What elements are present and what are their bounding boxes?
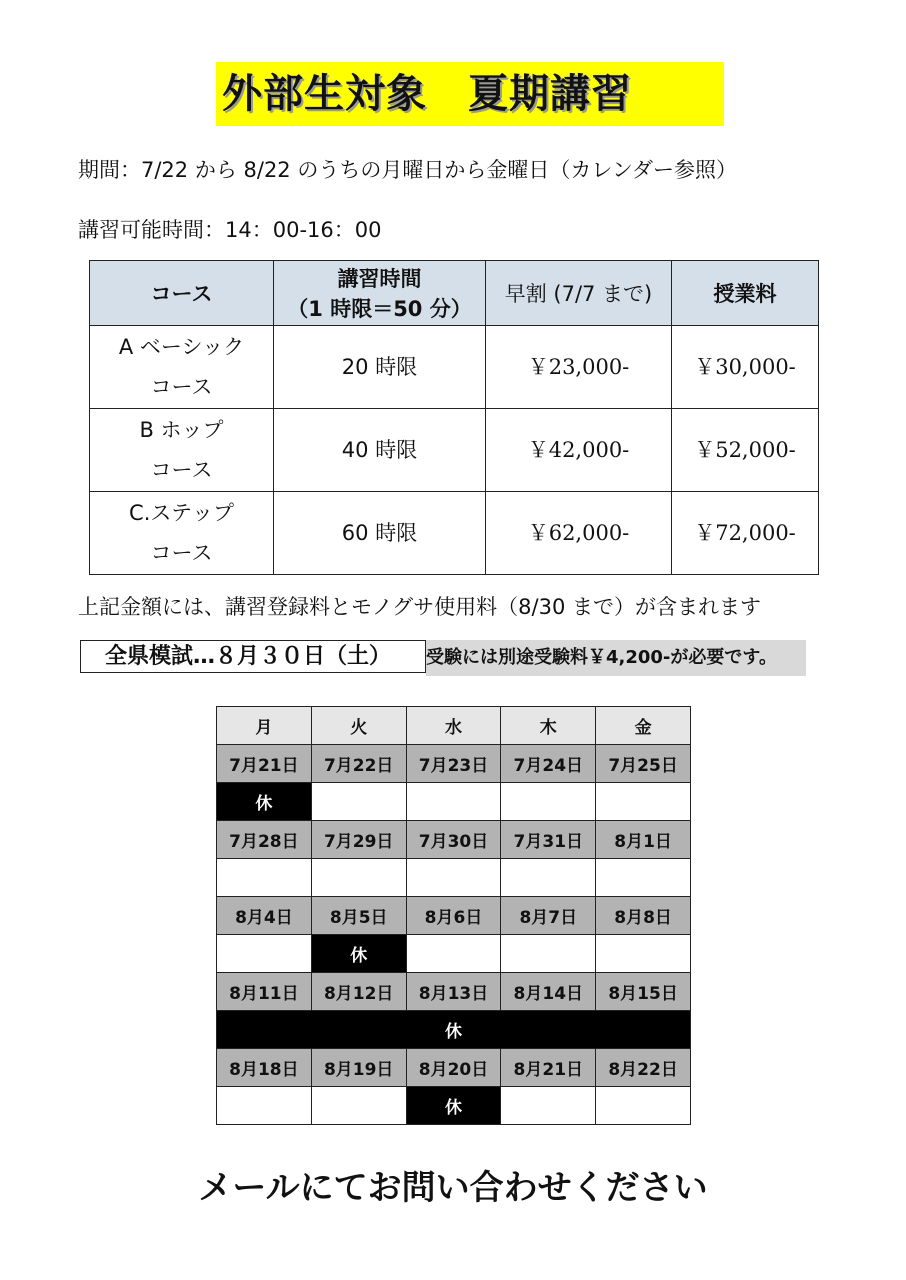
calendar-date-row xyxy=(217,897,691,935)
calendar-date-row xyxy=(217,745,691,783)
course-table xyxy=(89,260,819,575)
calendar-date: 8月4日 xyxy=(217,897,312,935)
course-periods: 60 時限 xyxy=(274,492,486,575)
calendar-date: 8月13日 xyxy=(406,973,501,1011)
calendar-date: 7月29日 xyxy=(311,821,406,859)
calendar-date-row xyxy=(217,973,691,1011)
calendar-date-row xyxy=(217,821,691,859)
calendar-date: 7月22日 xyxy=(311,745,406,783)
calendar-open-day xyxy=(311,1087,406,1125)
calendar-weekday-row xyxy=(217,707,691,745)
mock-exam-fee: 受験には別途受験料￥4,200-が必要です。 xyxy=(426,640,806,676)
course-name xyxy=(90,326,274,409)
calendar-status-row xyxy=(217,859,691,897)
calendar-date: 8月11日 xyxy=(217,973,312,1011)
calendar-body xyxy=(217,745,691,1125)
calendar-open-day xyxy=(596,935,691,973)
calendar-date: 8月1日 xyxy=(596,821,691,859)
calendar-open-day xyxy=(406,859,501,897)
calendar-open-day xyxy=(311,859,406,897)
calendar-date: 7月24日 xyxy=(501,745,596,783)
header-course: コース xyxy=(90,261,274,326)
calendar-date-row xyxy=(217,1049,691,1087)
calendar-open-day xyxy=(501,935,596,973)
course-name-line2: コース xyxy=(150,458,213,482)
header-time-main: 講習時間 xyxy=(337,267,422,291)
calendar-open-day xyxy=(217,859,312,897)
calendar-open-day xyxy=(217,1087,312,1125)
calendar-status-row xyxy=(217,783,691,821)
page-title: 外部生対象 夏期講習 xyxy=(216,62,724,126)
calendar xyxy=(216,706,691,1125)
table-row xyxy=(90,409,819,492)
course-table-header xyxy=(90,261,819,326)
header-early: 早割 (7/7 まで) xyxy=(486,261,672,326)
course-fee: ￥52,000- xyxy=(672,409,819,492)
header-fee: 授業料 xyxy=(672,261,819,326)
calendar-date: 8月8日 xyxy=(596,897,691,935)
calendar-status-row xyxy=(217,935,691,973)
calendar-date: 8月22日 xyxy=(596,1049,691,1087)
calendar-date: 7月30日 xyxy=(406,821,501,859)
calendar-date: 7月28日 xyxy=(217,821,312,859)
calendar-open-day xyxy=(501,783,596,821)
calendar-open-day xyxy=(501,859,596,897)
calendar-date: 7月31日 xyxy=(501,821,596,859)
course-name-line1: B ホップ xyxy=(139,418,224,442)
weekday-tue: 火 xyxy=(311,707,406,745)
calendar-closed-day: 休 xyxy=(311,935,406,973)
course-name xyxy=(90,409,274,492)
calendar-closed-day: 休 xyxy=(217,783,312,821)
calendar-date: 8月12日 xyxy=(311,973,406,1011)
calendar-open-day xyxy=(596,859,691,897)
calendar-closed-week: 休 xyxy=(217,1011,691,1049)
calendar-date: 7月23日 xyxy=(406,745,501,783)
weekday-thu: 木 xyxy=(501,707,596,745)
calendar-date: 8月14日 xyxy=(501,973,596,1011)
calendar-date: 8月21日 xyxy=(501,1049,596,1087)
course-name-line1: C.ステップ xyxy=(129,501,234,525)
calendar-date: 8月7日 xyxy=(501,897,596,935)
calendar-date: 8月15日 xyxy=(596,973,691,1011)
course-name-line2: コース xyxy=(150,541,213,565)
calendar-date: 8月18日 xyxy=(217,1049,312,1087)
course-name-line1: A ベーシック xyxy=(118,335,245,359)
course-early-price: ￥23,000- xyxy=(486,326,672,409)
course-early-price: ￥42,000- xyxy=(486,409,672,492)
calendar-open-day xyxy=(406,783,501,821)
calendar-open-day xyxy=(406,935,501,973)
course-periods: 20 時限 xyxy=(274,326,486,409)
weekday-mon: 月 xyxy=(217,707,312,745)
calendar-open-day xyxy=(501,1087,596,1125)
table-row xyxy=(90,492,819,575)
calendar-date: 8月6日 xyxy=(406,897,501,935)
calendar-status-row xyxy=(217,1087,691,1125)
course-fee: ￥30,000- xyxy=(672,326,819,409)
calendar-date: 7月25日 xyxy=(596,745,691,783)
course-name-line2: コース xyxy=(150,375,213,399)
calendar-open-day xyxy=(217,935,312,973)
course-periods: 40 時限 xyxy=(274,409,486,492)
calendar-closed-day: 休 xyxy=(406,1087,501,1125)
calendar-date: 8月5日 xyxy=(311,897,406,935)
weekday-wed: 水 xyxy=(406,707,501,745)
course-fee: ￥72,000- xyxy=(672,492,819,575)
header-time xyxy=(274,261,486,326)
calendar-open-day xyxy=(596,1087,691,1125)
header-time-sub: （1 時限＝50 分） xyxy=(287,297,472,321)
calendar-date: 8月20日 xyxy=(406,1049,501,1087)
calendar-status-row xyxy=(217,1011,691,1049)
weekday-fri: 金 xyxy=(596,707,691,745)
contact-message: メールにてお問い合わせください xyxy=(198,1168,708,1208)
price-note: 上記金額には、講習登録料とモノグサ使用料（8/30 まで）が含まれます xyxy=(78,595,761,619)
mock-exam-label: 全県模試…８月３０日（土） xyxy=(80,640,426,673)
table-row xyxy=(90,326,819,409)
period-text: 期間：7/22 から 8/22 のうちの月曜日から金曜日（カレンダー参照） xyxy=(78,158,737,182)
calendar-date: 8月19日 xyxy=(311,1049,406,1087)
calendar-open-day xyxy=(311,783,406,821)
calendar-open-day xyxy=(596,783,691,821)
hours-text: 講習可能時間：14：00-16：00 xyxy=(78,218,382,242)
course-early-price: ￥62,000- xyxy=(486,492,672,575)
course-name xyxy=(90,492,274,575)
calendar-date: 7月21日 xyxy=(217,745,312,783)
